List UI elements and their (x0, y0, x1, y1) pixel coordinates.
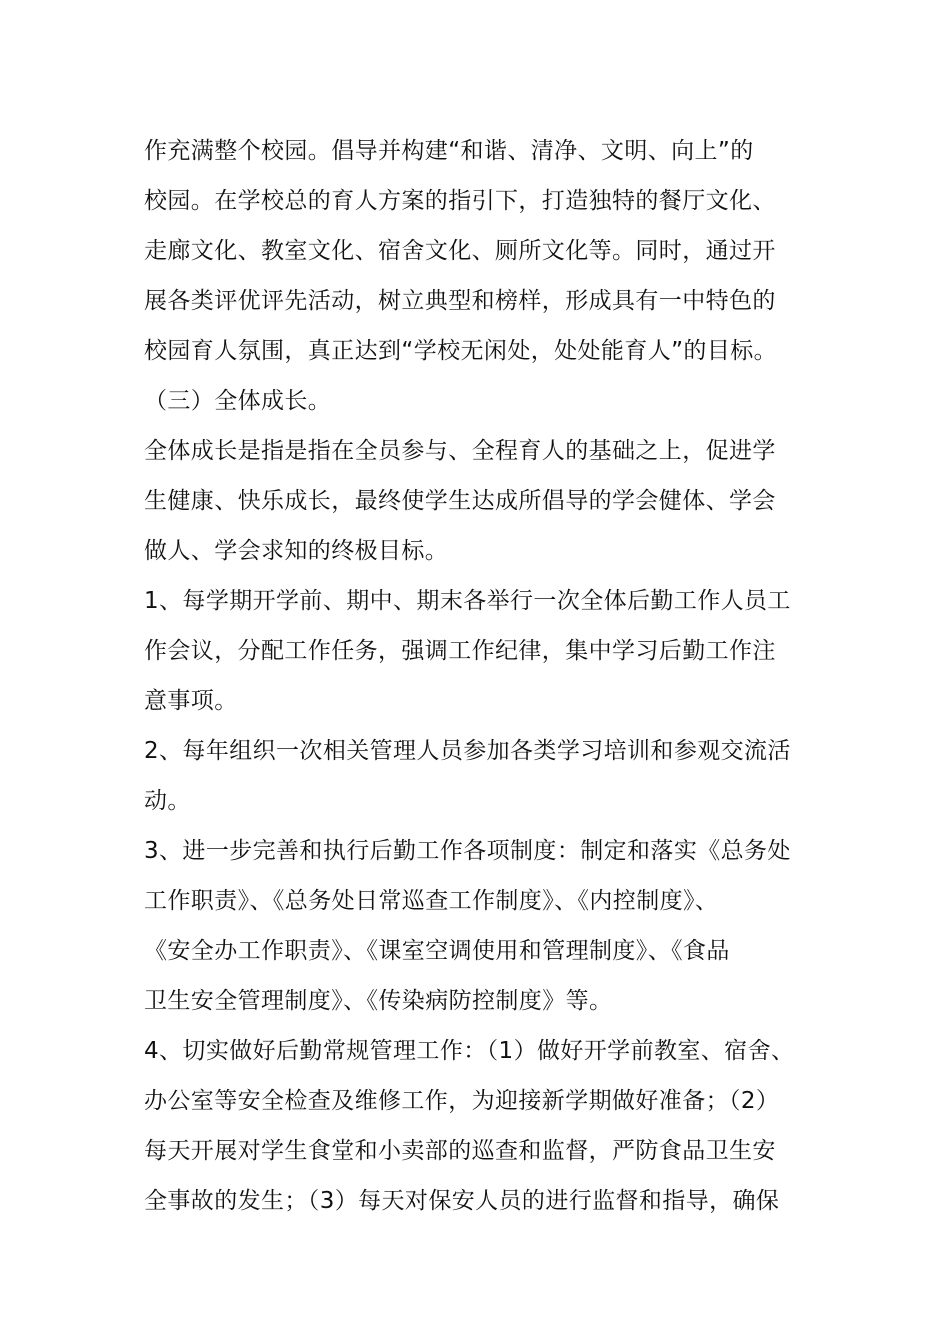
text-line: 作充满整个校园。倡导并构建“和谐、清净、文明、向上”的 (144, 138, 754, 164)
list-item-4-line: 办公室等安全检查及维修工作，为迎接新学期做好准备；（2） (144, 1088, 780, 1114)
list-item-3-line: 《安全办工作职责》、《课室空调使用和管理制度》、《食品 (144, 938, 730, 964)
text-line: 展各类评优评先活动，树立典型和榜样，形成具有一中特色的 (144, 288, 776, 314)
section-heading: （三）全体成长。 (144, 388, 332, 414)
text-line: 校园育人氛围，真正达到“学校无闲处，处处能育人”的目标。 (144, 338, 778, 364)
list-item-4-line: 全事故的发生；（3）每天对保安人员的进行监督和指导，确保 (144, 1188, 780, 1214)
list-item-1-line: 意事项。 (144, 688, 238, 714)
list-item-4-line: 4、切实做好后勤常规管理工作：（1）做好开学前教室、宿舍、 (144, 1038, 795, 1064)
text-line: 校园。在学校总的育人方案的指引下，打造独特的餐厅文化、 (144, 188, 776, 214)
list-item-1-line: 1、每学期开学前、期中、期末各举行一次全体后勤工作人员工 (144, 588, 791, 614)
list-item-3-line: 3、进一步完善和执行后勤工作各项制度：制定和落实《总务处 (144, 838, 791, 864)
text-line: 生健康、快乐成长，最终使学生达成所倡导的学会健体、学会 (144, 488, 776, 514)
list-item-1-line: 作会议，分配工作任务，强调工作纪律，集中学习后勤工作注 (144, 638, 776, 664)
document-body (144, 126, 814, 1226)
list-item-4-line: 每天开展对学生食堂和小卖部的巡查和监督，严防食品卫生安 (144, 1138, 776, 1164)
text-line: 全体成长是指是指在全员参与、全程育人的基础之上，促进学 (144, 438, 776, 464)
text-line: 做人、学会求知的终极目标。 (144, 538, 449, 564)
list-item-3-line: 卫生安全管理制度》、《传染病防控制度》等。 (144, 988, 613, 1014)
list-item-2-line: 动。 (144, 788, 191, 814)
list-item-2-line: 2、每年组织一次相关管理人员参加各类学习培训和参观交流活 (144, 738, 791, 764)
text-line: 走廊文化、教室文化、宿舍文化、厕所文化等。同时，通过开 (144, 238, 776, 264)
list-item-3-line: 工作职责》、《总务处日常巡查工作制度》、《内控制度》、 (144, 888, 719, 914)
